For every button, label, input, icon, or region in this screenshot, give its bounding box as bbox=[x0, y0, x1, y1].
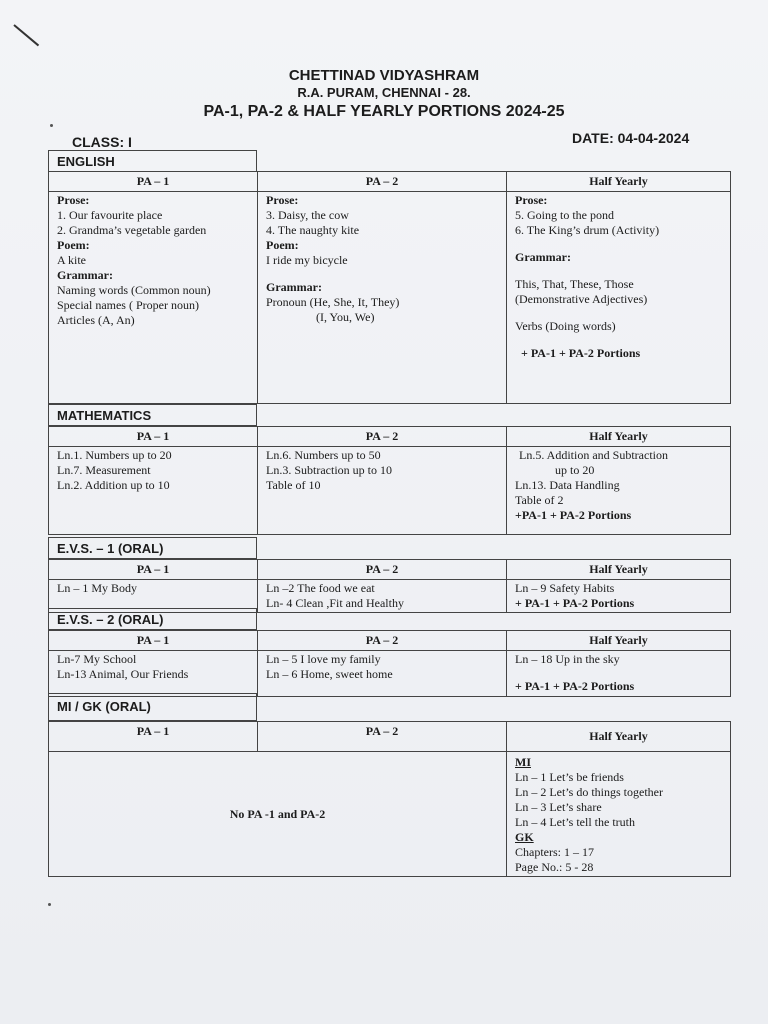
lesson: 6. The King’s drum (Activity) bbox=[515, 223, 660, 237]
evs2-pa1-cell bbox=[49, 651, 258, 697]
school-address: R.A. PURAM, CHENNAI - 28. bbox=[297, 85, 471, 100]
maths-table bbox=[48, 426, 731, 535]
grammar-topic: Articles (A, An) bbox=[57, 313, 135, 327]
maths-hy-cell bbox=[507, 447, 731, 535]
col-pa2: PA – 2 bbox=[258, 172, 507, 192]
poem: I ride my bicycle bbox=[266, 253, 348, 267]
poem: A kite bbox=[57, 253, 86, 267]
subject-mi-gk: MI / GK (ORAL) bbox=[48, 693, 257, 721]
portions-note: + PA-1 + PA-2 Portions bbox=[521, 346, 641, 360]
mi-gk-hy-cell bbox=[507, 752, 731, 877]
lesson: Ln – 18 Up in the sky bbox=[515, 652, 620, 666]
document-header bbox=[0, 66, 768, 122]
lesson: Ln.6. Numbers up to 50 bbox=[266, 448, 381, 462]
col-half-yearly: Half Yearly bbox=[507, 172, 731, 192]
lesson: 5. Going to the pond bbox=[515, 208, 614, 222]
lesson: Ln – 3 Let’s share bbox=[515, 800, 602, 814]
grammar-topic: Pronoun (He, She, It, They) bbox=[266, 295, 400, 309]
document-title: PA-1, PA-2 & HALF YEARLY PORTIONS 2024-25 bbox=[203, 103, 565, 120]
grammar-topic: Special names ( Proper noun) bbox=[57, 298, 199, 312]
lesson: 2. Grandma’s vegetable garden bbox=[57, 223, 207, 237]
lesson: up to 20 bbox=[555, 463, 595, 477]
class-label: CLASS: I bbox=[72, 134, 132, 150]
poem-heading: Poem: bbox=[266, 238, 299, 252]
portions-note: +PA-1 + PA-2 Portions bbox=[515, 508, 632, 522]
english-hy-cell bbox=[507, 192, 731, 404]
gk-pages: Page No.: 5 - 28 bbox=[515, 860, 594, 874]
school-name: CHETTINAD VIDYASHRAM bbox=[288, 67, 480, 84]
grammar-topic: Verbs (Doing words) bbox=[515, 319, 616, 333]
prose-heading: Prose: bbox=[515, 193, 548, 207]
col-pa1: PA – 1 bbox=[49, 722, 258, 752]
grammar-topic: This, That, These, Those bbox=[515, 277, 634, 291]
gk-heading: GK bbox=[515, 830, 534, 844]
evs1-table bbox=[48, 559, 731, 613]
col-pa2: PA – 2 bbox=[258, 427, 507, 447]
poem-heading: Poem: bbox=[57, 238, 90, 252]
subject-english: ENGLISH bbox=[48, 150, 257, 172]
mi-gk-table bbox=[48, 721, 731, 877]
col-half-yearly: Half Yearly bbox=[507, 427, 731, 447]
lesson: Ln.3. Subtraction up to 10 bbox=[266, 463, 392, 477]
portions-note: + PA-1 + PA-2 Portions bbox=[515, 679, 635, 693]
lesson: 4. The naughty kite bbox=[266, 223, 360, 237]
lesson: 1. Our favourite place bbox=[57, 208, 163, 222]
grammar-topic: (Demonstrative Adjectives) bbox=[515, 292, 648, 306]
grammar-topic: Naming words (Common noun) bbox=[57, 283, 211, 297]
english-pa2-cell bbox=[258, 192, 507, 404]
gk-chapters: Chapters: 1 – 17 bbox=[515, 845, 594, 859]
lesson: Ln.2. Addition up to 10 bbox=[57, 478, 170, 492]
col-half-yearly: Half Yearly bbox=[507, 631, 731, 651]
lesson: Ln- 4 Clean ,Fit and Healthy bbox=[266, 596, 404, 610]
grammar-heading: Grammar: bbox=[515, 250, 571, 264]
lesson: Ln –2 The food we eat bbox=[266, 581, 375, 595]
lesson: Ln – 9 Safety Habits bbox=[515, 581, 615, 595]
prose-heading: Prose: bbox=[57, 193, 90, 207]
evs2-hy-cell bbox=[507, 651, 731, 697]
lesson: Ln-13 Animal, Our Friends bbox=[57, 667, 189, 681]
subject-evs-2: E.V.S. – 2 (ORAL) bbox=[48, 608, 257, 630]
english-pa1-cell bbox=[49, 192, 258, 404]
portions-note: + PA-1 + PA-2 Portions bbox=[515, 596, 635, 610]
evs1-hy-cell bbox=[507, 580, 731, 613]
lesson: Ln.5. Addition and Subtraction bbox=[519, 448, 668, 462]
col-pa2: PA – 2 bbox=[258, 722, 507, 752]
lesson: Ln – 5 I love my family bbox=[266, 652, 381, 666]
lesson: Ln – 6 Home, sweet home bbox=[266, 667, 393, 681]
col-pa1: PA – 1 bbox=[49, 631, 258, 651]
lesson: Table of 10 bbox=[266, 478, 321, 492]
lesson: Ln – 1 Let’s be friends bbox=[515, 770, 624, 784]
grammar-heading: Grammar: bbox=[266, 280, 322, 294]
lesson: Ln – 1 My Body bbox=[57, 581, 138, 595]
english-table bbox=[48, 171, 731, 404]
col-pa2: PA – 2 bbox=[258, 560, 507, 580]
speck bbox=[50, 124, 53, 127]
no-pa-note: No PA -1 and PA-2 bbox=[49, 752, 507, 877]
grammar-heading: Grammar: bbox=[57, 268, 113, 282]
lesson: Ln.13. Data Handling bbox=[515, 478, 620, 492]
lesson: Table of 2 bbox=[515, 493, 564, 507]
col-pa1: PA – 1 bbox=[49, 427, 258, 447]
col-pa1: PA – 1 bbox=[49, 560, 258, 580]
date-label: DATE: 04-04-2024 bbox=[572, 130, 690, 146]
prose-heading: Prose: bbox=[266, 193, 299, 207]
maths-pa2-cell bbox=[258, 447, 507, 535]
lesson: Ln.7. Measurement bbox=[57, 463, 151, 477]
evs2-table bbox=[48, 630, 731, 697]
lesson: 3. Daisy, the cow bbox=[266, 208, 349, 222]
maths-pa1-cell bbox=[49, 447, 258, 535]
evs1-pa2-cell bbox=[258, 580, 507, 613]
lesson: Ln – 2 Let’s do things together bbox=[515, 785, 663, 799]
evs2-pa2-cell bbox=[258, 651, 507, 697]
subject-evs-1: E.V.S. – 1 (ORAL) bbox=[48, 537, 257, 559]
grammar-topic: (I, You, We) bbox=[316, 310, 375, 324]
col-half-yearly: Half Yearly bbox=[507, 560, 731, 580]
col-half-yearly: Half Yearly bbox=[507, 722, 731, 752]
lesson: Ln.1. Numbers up to 20 bbox=[57, 448, 172, 462]
subject-mathematics: MATHEMATICS bbox=[48, 404, 257, 426]
pen-mark bbox=[13, 24, 39, 46]
lesson: Ln – 4 Let’s tell the truth bbox=[515, 815, 635, 829]
mi-heading: MI bbox=[515, 755, 531, 769]
col-pa2: PA – 2 bbox=[258, 631, 507, 651]
lesson: Ln-7 My School bbox=[57, 652, 137, 666]
col-pa1: PA – 1 bbox=[49, 172, 258, 192]
speck bbox=[48, 903, 51, 906]
